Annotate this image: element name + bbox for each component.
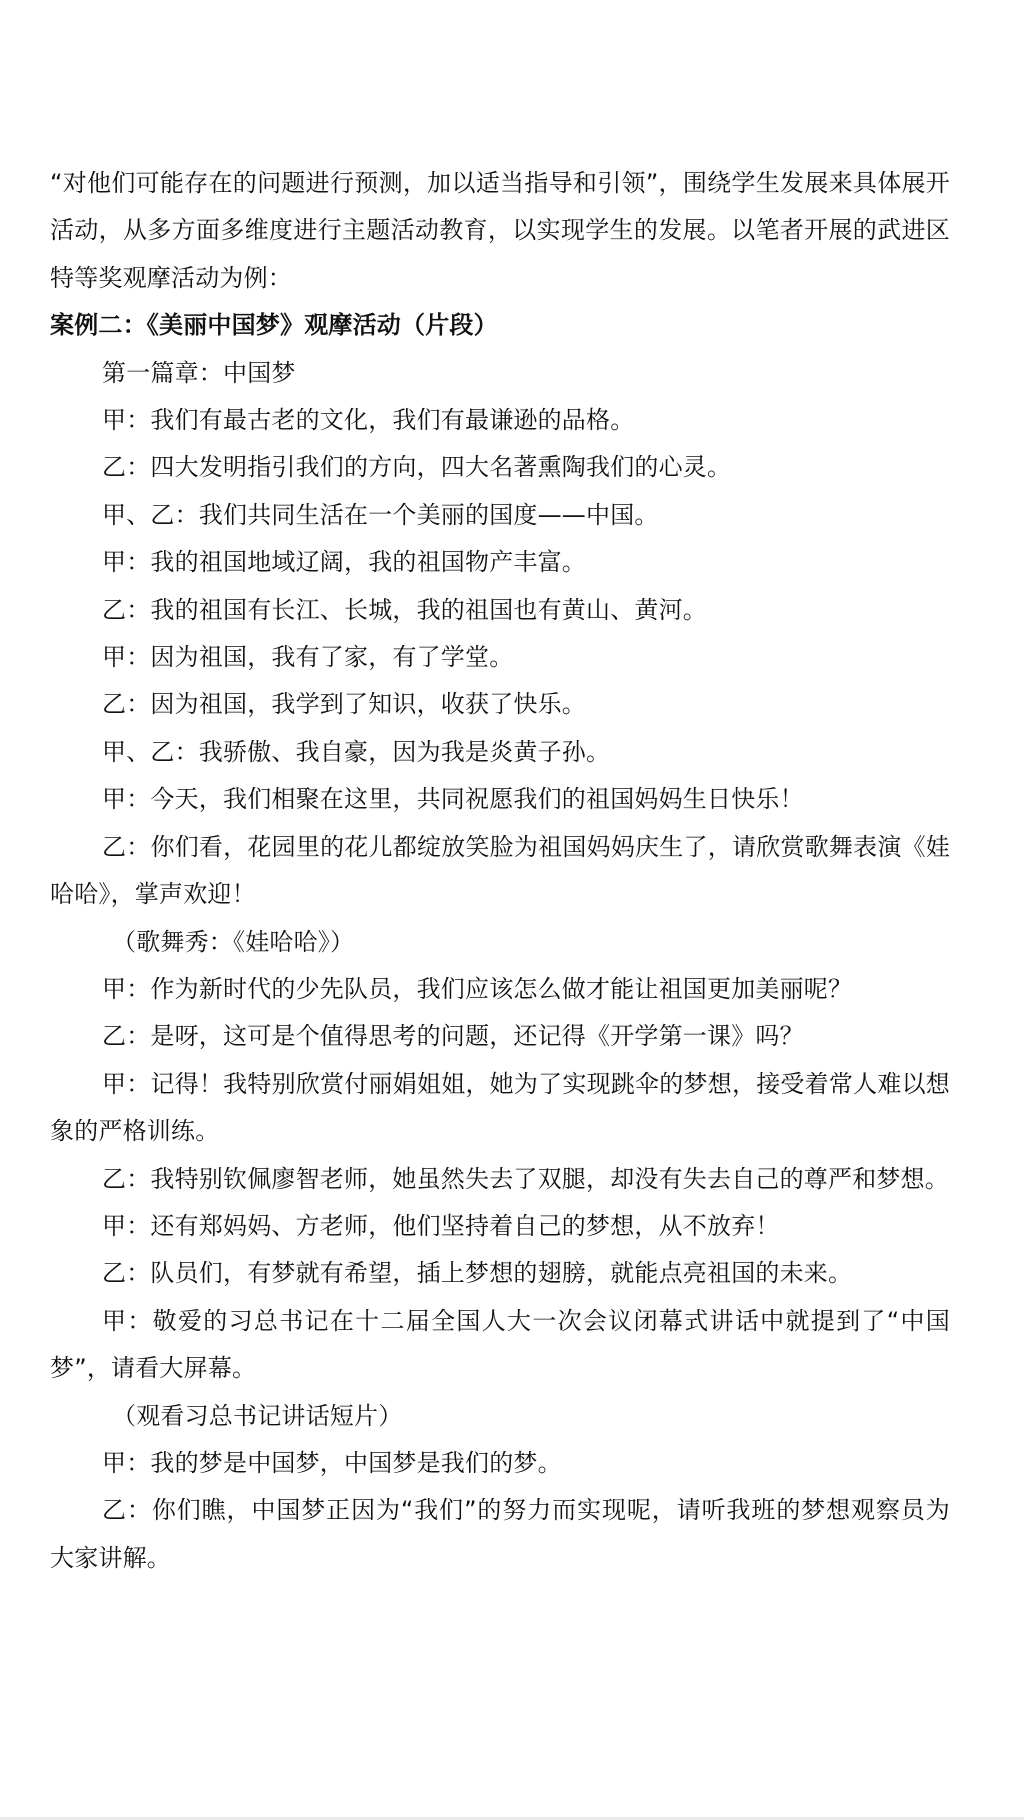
dialogue-line: 乙：我特别钦佩廖智老师，她虽然失去了双腿，却没有失去自己的尊严和梦想。 [102,1164,949,1193]
dialogue-line: 甲：还有郑妈妈、方老师，他们坚持着自己的梦想，从不放弃！ [102,1211,780,1240]
document-body [50,160,950,1582]
dialogue-line: 甲：作为新时代的少先队员，我们应该怎么做才能让祖国更加美丽呢？ [102,974,853,1003]
case-heading: 案例二：《美丽中国梦》观摩活动（片段） [50,311,498,340]
dialogue-line: 甲：我的祖国地域辽阔，我的祖国物产丰富。 [102,548,586,577]
dialogue-line: 甲、乙：我们共同生活在一个美丽的国度——中国。 [102,500,659,529]
dialogue-line: 甲：我们有最古老的文化，我们有最谦逊的品格。 [102,406,635,435]
dialogue-script [50,350,950,1583]
dialogue-line: 乙：是呀，这可是个值得思考的问题，还记得《开学第一课》吗？ [102,1022,804,1051]
stage-direction: （观看习总书记讲话短片） [112,1401,403,1430]
dialogue-line: 甲：敬爱的习总书记在十二届全国人大一次会议闭幕式讲话中就提到了“中国梦”，请看大屏幕。 [50,1306,950,1383]
dialogue-line: 乙：因为祖国，我学到了知识，收获了快乐。 [102,690,586,719]
dialogue-line: 甲：我的梦是中国梦，中国梦是我们的梦。 [102,1448,562,1477]
dialogue-line: 甲、乙：我骄傲、我自豪，因为我是炎黄子孙。 [102,737,611,766]
dialogue-line: 甲：今天，我们相聚在这里，共同祝愿我们的祖国妈妈生日快乐！ [102,785,804,814]
dialogue-line: 甲：因为祖国，我有了家，有了学堂。 [102,643,514,672]
dialogue-line: 乙：我的祖国有长江、长城，我的祖国也有黄山、黄河。 [102,595,707,624]
stage-direction: （歌舞秀：《娃哈哈》） [112,927,355,956]
intro-paragraph: “对他们可能存在的问题进行预测，加以适当指导和引领”，围绕学生发展来具体展开活动，从多方面多维度进行主题活动教育，以实现学生的发展。以笔者开展的武进区特等奖观摩活动为例： [50,169,950,292]
dialogue-line: 乙：队员们，有梦就有希望，插上梦想的翅膀，就能点亮祖国的未来。 [102,1259,853,1288]
dialogue-line: 乙：你们瞧，中国梦正因为“我们”的努力而实现呢，请听我班的梦想观察员为大家讲解。 [50,1496,950,1572]
dialogue-line: 乙：四大发明指引我们的方向，四大名著熏陶我们的心灵。 [102,453,732,482]
dialogue-line: 第一篇章：中国梦 [102,358,296,387]
dialogue-line: 甲：记得！我特别欣赏付丽娟姐姐，她为了实现跳伞的梦想，接受着常人难以想象的严格训练。 [50,1069,950,1146]
dialogue-line: 乙：你们看，花园里的花儿都绽放笑脸为祖国妈妈庆生了，请欣赏歌舞表演《娃哈哈》，掌声欢迎！ [50,832,950,909]
